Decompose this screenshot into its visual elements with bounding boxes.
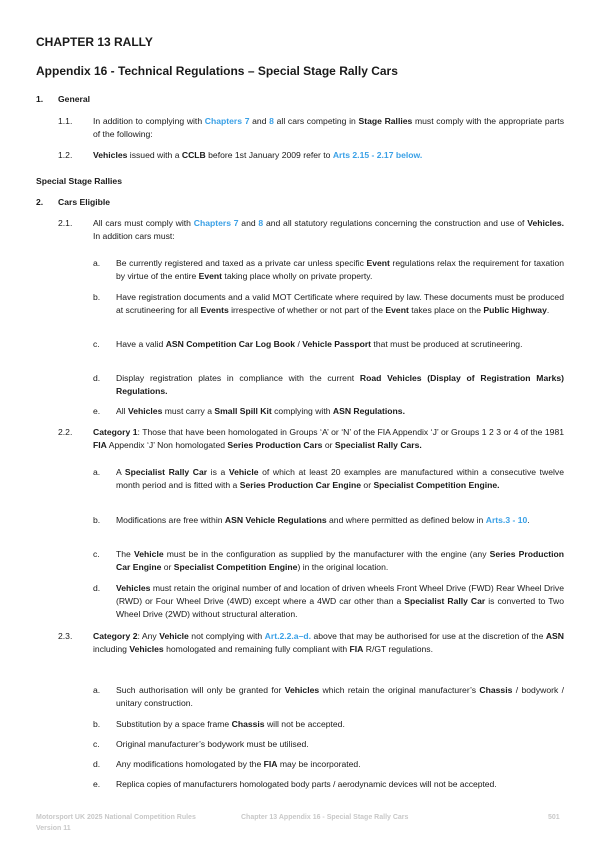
text: above that may be authorised for use at the discretion of the bbox=[311, 631, 546, 641]
text: may be incorporated. bbox=[277, 759, 361, 769]
defined-term: FIA bbox=[263, 759, 278, 769]
section-title: Cars Eligible bbox=[58, 197, 111, 207]
defined-term: FIA bbox=[349, 644, 364, 654]
text: Substitution by a space frame bbox=[116, 719, 232, 729]
footer-chapter: Chapter 13 Appendix 16 - Special Stage Rally Cars bbox=[241, 814, 409, 821]
defined-term: Road Vehicles (Display of Registration Marks) Regulations. bbox=[116, 373, 564, 396]
item-marker: e. bbox=[93, 406, 101, 416]
text: ) in the original location. bbox=[297, 562, 389, 572]
clause-2-1-b bbox=[116, 291, 564, 317]
text: Replica copies of manufacturers homologated body parts / aerodynamic devices will not be accepted. bbox=[116, 779, 497, 789]
clause-2-3-b bbox=[116, 718, 564, 731]
text: Have registration documents and a valid MOT Certificate where required by law. These documents must be produced at scrutineering for all bbox=[116, 292, 564, 315]
text: and all statutory regulations concerning the construction and use of bbox=[263, 218, 528, 228]
defined-term: Category 2 bbox=[93, 631, 138, 641]
footer-publication: Motorsport UK 2025 National Competition Rules bbox=[36, 814, 196, 821]
defined-term: Vehicles bbox=[93, 150, 128, 160]
item-marker: a. bbox=[93, 467, 101, 477]
clause-number: 2.1. bbox=[58, 218, 73, 228]
item-marker: b. bbox=[93, 719, 101, 729]
defined-term: Event bbox=[366, 258, 390, 268]
text: Any modifications homologated by the bbox=[116, 759, 264, 769]
text: The bbox=[116, 549, 134, 559]
item-marker: a. bbox=[93, 685, 101, 695]
text: regulations relax the requirement for taxation by virtue of the entire bbox=[116, 258, 564, 281]
text: is converted to Two Wheel Drive (2WD) without structural alteration. bbox=[116, 596, 564, 619]
text: and bbox=[238, 218, 259, 228]
text: all cars competing in bbox=[273, 116, 359, 126]
defined-term: Series Production Car Engine bbox=[116, 549, 564, 572]
defined-term: Vehicles bbox=[116, 583, 151, 593]
text: and bbox=[249, 116, 270, 126]
defined-term: Event bbox=[385, 305, 409, 315]
text: / bbox=[295, 339, 303, 349]
subheading: Special Stage Rallies bbox=[36, 176, 122, 186]
text: or bbox=[361, 480, 374, 490]
defined-term: Vehicles bbox=[127, 406, 163, 416]
clause-1-1 bbox=[93, 115, 564, 141]
text: All bbox=[116, 406, 128, 416]
clause-2-2 bbox=[93, 426, 564, 452]
text: must comply with the appropriate parts of the following: bbox=[93, 116, 564, 139]
clause-2-3 bbox=[93, 630, 564, 656]
page-number: 501 bbox=[548, 814, 560, 821]
defined-term: ASN Vehicle Regulations bbox=[224, 515, 327, 525]
text: Appendix ‘J’ Non homologated bbox=[106, 440, 228, 450]
chapter-link[interactable]: 8 bbox=[269, 116, 274, 126]
defined-term: ASN bbox=[545, 631, 564, 641]
text: . bbox=[546, 305, 550, 315]
text: or bbox=[322, 440, 335, 450]
clause-number: 1.1. bbox=[58, 116, 73, 126]
clause-number: 1.2. bbox=[58, 150, 73, 160]
section-number: 2. bbox=[36, 197, 44, 207]
defined-term: Specialist Rally Car bbox=[124, 467, 208, 477]
text: must retain the original number of and location of driven wheels Front Wheel Drive (FWD) Rear Wheel Drive (RWD) or Four Wheel Drive (4WD) except where a 4WD car other than a bbox=[116, 583, 564, 606]
text: R/GT regulations. bbox=[363, 644, 433, 654]
clause-2-3-c bbox=[116, 738, 564, 751]
clause-2-1-a bbox=[116, 257, 564, 283]
text: before 1st January 2009 refer to bbox=[205, 150, 333, 160]
clause-2-1 bbox=[93, 217, 564, 243]
item-marker: d. bbox=[93, 583, 101, 593]
item-marker: b. bbox=[93, 292, 101, 302]
article-link[interactable]: Arts.3 - 10 bbox=[485, 515, 528, 525]
clause-2-3-d bbox=[116, 758, 564, 771]
text: : Those that have been homologated in Groups ‘A’ or ‘N’ of the FIA Appendix ‘J’ or Groups 1 2 3 or 4 of the 1981 bbox=[137, 427, 565, 437]
defined-term: Stage Rallies bbox=[358, 116, 413, 126]
defined-term: Series Production Car Engine bbox=[239, 480, 362, 490]
defined-term: Chassis bbox=[231, 719, 265, 729]
text: Such authorisation will only be granted for bbox=[116, 685, 285, 695]
text: : Any bbox=[137, 631, 160, 641]
clause-2-3-e bbox=[116, 778, 568, 791]
defined-term: Vehicles bbox=[129, 644, 164, 654]
text: Have a valid bbox=[116, 339, 166, 349]
text: / bodywork / unitary construction. bbox=[116, 685, 564, 708]
clause-2-1-e bbox=[116, 405, 564, 418]
defined-term: Specialist Rally Cars. bbox=[334, 440, 422, 450]
text: not complying with bbox=[188, 631, 265, 641]
text: Modifications are free within bbox=[116, 515, 225, 525]
article-link[interactable]: Arts 2.15 - 2.17 below. bbox=[332, 150, 423, 160]
item-marker: c. bbox=[93, 739, 100, 749]
clause-1-2 bbox=[93, 149, 564, 162]
item-marker: b. bbox=[93, 515, 101, 525]
chapter-title: CHAPTER 13 RALLY bbox=[36, 35, 153, 49]
defined-term: Event bbox=[198, 271, 223, 281]
text: A bbox=[116, 467, 125, 477]
text: . bbox=[527, 515, 530, 525]
text: must be in the configuration as supplied by the manufacturer with the engine (any bbox=[163, 549, 490, 559]
defined-term: ASN Competition Car Log Book bbox=[165, 339, 296, 349]
defined-term: Specialist Competition Engine. bbox=[373, 480, 500, 490]
defined-term: Events bbox=[200, 305, 229, 315]
appendix-title: Appendix 16 - Technical Regulations – Special Stage Rally Cars bbox=[36, 64, 398, 78]
defined-term: Specialist Rally Car bbox=[404, 596, 486, 606]
text: In addition to complying with bbox=[93, 116, 205, 126]
defined-term: ASN Regulations. bbox=[332, 406, 405, 416]
clause-2-1-d bbox=[116, 372, 564, 398]
chapter-link[interactable]: Chapters 7 bbox=[193, 218, 239, 228]
text: is a bbox=[207, 467, 229, 477]
chapter-link[interactable]: 8 bbox=[258, 218, 264, 228]
item-marker: c. bbox=[93, 549, 100, 559]
section-title: General bbox=[58, 94, 91, 104]
section-number: 1. bbox=[36, 94, 44, 104]
defined-term: Vehicles. bbox=[527, 218, 564, 228]
item-marker: c. bbox=[93, 339, 100, 349]
text: or bbox=[161, 562, 174, 572]
clause-2-1-c bbox=[116, 338, 564, 351]
clause-2-2-d bbox=[116, 582, 564, 621]
defined-term: Small Spill Kit bbox=[214, 406, 272, 416]
text: Be currently registered and taxed as a private car unless specific bbox=[116, 258, 367, 268]
item-marker: d. bbox=[93, 759, 101, 769]
chapter-link[interactable]: Chapters 7 bbox=[204, 116, 250, 126]
text: In addition cars must: bbox=[93, 231, 175, 241]
text: of which at least 20 examples are manufactured within a consecutive twelve month period and is fitted with a bbox=[116, 467, 564, 490]
defined-term: Vehicle Passport bbox=[302, 339, 372, 349]
text: Original manufacturer’s bodywork must be utilised. bbox=[116, 739, 309, 749]
clause-2-2-b bbox=[116, 514, 564, 527]
text: including bbox=[93, 644, 130, 654]
text: that must be produced at scrutineering. bbox=[371, 339, 523, 349]
text: Display registration plates in compliance with the current bbox=[116, 373, 360, 383]
text: complying with bbox=[271, 406, 333, 416]
defined-term: Vehicle bbox=[159, 631, 189, 641]
clause-2-2-a bbox=[116, 466, 564, 492]
text: must carry a bbox=[162, 406, 215, 416]
defined-term: Vehicle bbox=[133, 549, 164, 559]
text: All cars must comply with bbox=[93, 218, 194, 228]
text: homologated and remaining fully compliant with bbox=[163, 644, 350, 654]
defined-term: Vehicle bbox=[228, 467, 259, 477]
defined-term: Public Highway bbox=[483, 305, 547, 315]
text: will not be accepted. bbox=[264, 719, 345, 729]
defined-term: Series Production Cars bbox=[227, 440, 323, 450]
item-marker: e. bbox=[93, 779, 101, 789]
defined-term: Chassis bbox=[479, 685, 513, 695]
clause-2-3-a bbox=[116, 684, 564, 710]
text: issued with a bbox=[127, 150, 182, 160]
clause-number: 2.3. bbox=[58, 631, 73, 641]
defined-term: Vehicles bbox=[284, 685, 320, 695]
footer-version: Version 11 bbox=[36, 825, 71, 832]
item-marker: d. bbox=[93, 373, 101, 383]
text: and where permitted as defined below in bbox=[326, 515, 486, 525]
clause-number: 2.2. bbox=[58, 427, 73, 437]
text: which retain the original manufacturer’s bbox=[319, 685, 480, 695]
defined-term: CCLB bbox=[181, 150, 206, 160]
item-marker: a. bbox=[93, 258, 101, 268]
text: taking place wholly on private property. bbox=[222, 271, 373, 281]
defined-term: FIA bbox=[93, 440, 107, 450]
clause-2-2-c bbox=[116, 548, 564, 574]
text: takes place on the bbox=[408, 305, 484, 315]
text: irrespective of whether or not part of the bbox=[228, 305, 386, 315]
defined-term: Specialist Competition Engine bbox=[173, 562, 298, 572]
defined-term: Category 1 bbox=[93, 427, 138, 437]
article-link[interactable]: Art.2.2.a–d. bbox=[264, 631, 312, 641]
footer-left bbox=[36, 812, 196, 834]
